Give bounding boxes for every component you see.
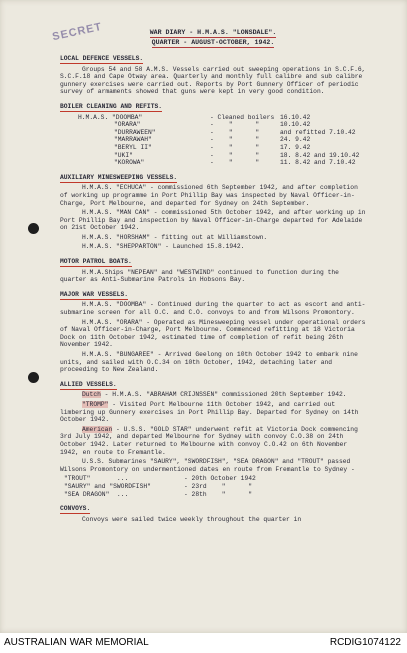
major-war-orara: H.M.A.S. "ORARA" - Operated as Minesweeping vessel under operational orders of Naval Officer-in-Charge, Port Melbourne. Commenced refitting at 18 Victoria Dock on 11th October 1942, estimated time of completion of refit being 26th November 1942. [60, 318, 366, 349]
auxiliary-shepparton: H.M.A.S. "SHEPPARTON" - Launched 15.8.1942. [82, 243, 245, 251]
diary-quarter: QUARTER - AUGUST-OCTOBER, 1942. [151, 39, 275, 46]
punch-hole-bottom [28, 372, 39, 383]
section-allied-title: ALLIED VESSELS. [60, 380, 117, 388]
footer-record-id: RCDIG1074122 [329, 637, 401, 648]
boiler-row: "DURRAWEEN" - " " and refitted 7.10.42 [114, 128, 356, 136]
section-boiler-title: BOILER CLEANING AND REFITS. [60, 102, 163, 110]
boiler-table [60, 114, 366, 167]
convoys-text: Convoys were sailed twice weekly throughout the quarter in [82, 515, 302, 523]
boiler-row: "KOROWA" - " " 11. 8.42 and 7.10.42 [114, 159, 356, 167]
archive-footer [0, 633, 407, 653]
boiler-row: "BERYL II" - " " 17. 9.42 [114, 143, 311, 151]
submarine-row: "TROUT" ... - 20th October 1942 [64, 475, 256, 483]
footer-institution: AUSTRALIAN WAR MEMORIAL [4, 637, 149, 648]
section-motor-patrol-title: MOTOR PATROL BOATS. [60, 258, 132, 266]
boiler-row: H.M.A.S. "DOOMBA" - Cleaned boilers 16.10.42 [78, 113, 311, 121]
major-war-bungaree: H.M.A.S. "BUNGAREE" - Arrived Geelong on 10th October 1942 to embark nine units, and sailed with O.C.34 on 10th October, 1942, detaching later and proceeding to New Zealand. [60, 351, 358, 374]
auxiliary-man-can: H.M.A.S. "MAN CAN" - commissioned 5th October 1942, and after working up in Port Phillip Bay and inspection by Naval Officer-in-Charge departed for Adelaide on 21st October 1942. [60, 209, 366, 232]
major-war-doomba: H.M.A.S. "DOOMBA" - Continued during the quarter to act as escort and anti-submarine screen for all O.C. and C.O. convoys to and from Wilsons Promontory. [60, 301, 366, 317]
boiler-row: "UKI" - " " 18. 8.42 and 19.10.42 [114, 151, 360, 159]
local-defence-text: Groups 54 and 58 A.M.S. Vessels carried out sweeping operations in S.C.F.6, S.C.F.18 and Cape Otway area. Quarterly and monthly full calibre and sub calibre gunnery exercises were carried out. Reports by Port Gunnery Officer of periodic survey of armaments showed that guns were kept in very good condition. [60, 65, 366, 96]
allied-submarines: U.S.S. Submarines "SAURY", "SWORDFISH", "SEA DRAGON" and "TROUT" passed Wilsons Promontory on undermentioned dates en route from Fremantle to Sydney - [60, 458, 355, 473]
submarine-row: "SEA DRAGON" ... - 28th " " [64, 490, 253, 498]
allied-tromp: "TROMP" - Visited Port Melbourne 11th October 1942, and carried out limbering up Gunnery exercises in Port Phillip Bay. Departed for Sydney on 14th October 1942. [60, 400, 359, 424]
secret-stamp: SECRET [51, 20, 104, 44]
submarine-dates [60, 475, 366, 498]
allied-dutch: Dutch - H.M.A.S. "ABRAHAM CRIJNSSEN" commissioned 20th September 1942. [82, 391, 347, 399]
boiler-row: "ORARA" - " " 10.10.42 [114, 121, 311, 129]
allied-american: American - U.S.S. "GOLD STAR" underwent refit at Victoria Dock commencing 3rd July 1942, and departed Melbourne for Sydney with convoy C.O.38 on 24th October 1942. Later returned to Melbourne with convoy C.O.42 on 6th November 1942, en route to Fremantle. [60, 425, 358, 456]
allied-american-label: American [82, 425, 113, 433]
section-convoys-title: CONVOYS. [60, 505, 91, 513]
section-local-defence-title: LOCAL DEFENCE VESSELS. [60, 55, 144, 62]
allied-dutch-label: Dutch [82, 391, 101, 399]
section-auxiliary-title: AUXILIARY MINESWEEPING VESSELS. [60, 173, 178, 181]
punch-hole-top [28, 223, 39, 234]
auxiliary-echuca: H.M.A.S. "ECHUCA" - commissioned 6th September 1942, and after completion of working up programme in Port Phillip Bay was inspected by Naval Officer-in-Charge, Port Melbourne, and departed for Sydney on 24th September. [60, 184, 358, 207]
boiler-row: "MARRAWAH" - " " 24. 9.42 [114, 136, 311, 144]
allied-tromp-label: "TROMP" [82, 400, 109, 408]
motor-patrol-text: H.M.A.Ships "NEPEAN" and "WESTWIND" continued to function during the quarter as Anti-Submarine Patrols in Hobsons Bay. [60, 268, 339, 284]
auxiliary-horsham: H.M.A.S. "HORSHAM" - fitting out at Williamstown. [82, 233, 268, 241]
section-major-war-title: MAJOR WAR VESSELS. [60, 290, 129, 298]
diary-title: WAR DIARY - H.M.A.S. "LONSDALE". [149, 29, 277, 36]
submarine-row: "SAURY" and "SWORDFISH" - 23rd " " [64, 482, 253, 490]
diary-content [60, 28, 366, 525]
